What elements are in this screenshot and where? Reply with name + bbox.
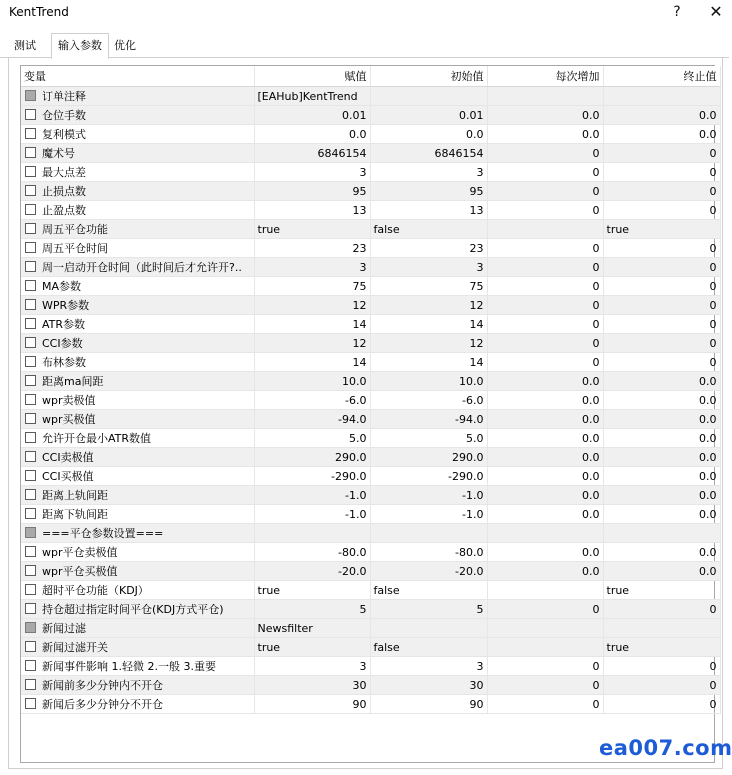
param-step-cell[interactable]: 0.0	[487, 467, 603, 486]
optimize-checkbox[interactable]	[25, 185, 36, 196]
param-step-cell[interactable]: 0.0	[487, 106, 603, 125]
param-value-cell[interactable]: -20.0	[254, 562, 370, 581]
param-name: wpr平仓买极值	[42, 565, 118, 578]
param-value-cell[interactable]: -290.0	[254, 467, 370, 486]
table-header-row	[21, 66, 720, 87]
input-params-panel	[8, 58, 723, 769]
optimize-checkbox[interactable]	[25, 603, 36, 614]
param-name-cell	[21, 87, 254, 106]
param-start-cell[interactable]	[370, 87, 487, 106]
optimize-checkbox[interactable]	[25, 451, 36, 462]
param-step-cell[interactable]: 0	[487, 144, 603, 163]
param-step-cell[interactable]: 0.0	[487, 429, 603, 448]
param-stop-cell[interactable]: 0	[603, 353, 720, 372]
param-name: 仓位手数	[42, 109, 86, 122]
param-name-cell	[21, 600, 254, 619]
table-row[interactable]	[21, 87, 720, 106]
param-start-cell[interactable]	[370, 524, 487, 543]
param-start-cell[interactable]: false	[370, 581, 487, 600]
param-start-cell[interactable]: -1.0	[370, 486, 487, 505]
optimize-checkbox[interactable]	[25, 375, 36, 386]
param-step-cell[interactable]	[487, 220, 603, 239]
param-name: 魔术号	[42, 147, 75, 160]
param-start-cell[interactable]: 12	[370, 334, 487, 353]
table-row[interactable]	[21, 125, 720, 144]
param-value-cell[interactable]: 10.0	[254, 372, 370, 391]
param-name: 止损点数	[42, 185, 86, 198]
table-row[interactable]	[21, 353, 720, 372]
optimize-checkbox[interactable]	[25, 261, 36, 272]
param-name: CCI参数	[42, 337, 83, 350]
table-row[interactable]	[21, 201, 720, 220]
table-row[interactable]	[21, 410, 720, 429]
param-stop-cell[interactable]: 0	[603, 239, 720, 258]
param-start-cell[interactable]: -290.0	[370, 467, 487, 486]
param-value-cell[interactable]: 13	[254, 201, 370, 220]
table-row[interactable]	[21, 315, 720, 334]
param-stop-cell[interactable]: 0.0	[603, 372, 720, 391]
param-name-cell	[21, 657, 254, 676]
table-row[interactable]	[21, 448, 720, 467]
param-name: 新闻事件影响 1.轻微 2.一般 3.重要	[42, 660, 216, 673]
param-name-cell	[21, 562, 254, 581]
optimize-checkbox[interactable]	[25, 337, 36, 348]
param-start-cell[interactable]: -80.0	[370, 543, 487, 562]
param-name-cell	[21, 638, 254, 657]
param-start-cell[interactable]: 5.0	[370, 429, 487, 448]
param-step-cell[interactable]: 0.0	[487, 448, 603, 467]
param-value-cell[interactable]: 290.0	[254, 448, 370, 467]
param-stop-cell[interactable]: 0.0	[603, 391, 720, 410]
param-stop-cell[interactable]: 0	[603, 163, 720, 182]
param-step-cell[interactable]: 0.0	[487, 125, 603, 144]
param-step-cell[interactable]: 0	[487, 676, 603, 695]
param-value-cell[interactable]: 5	[254, 600, 370, 619]
param-name-cell	[21, 543, 254, 562]
param-value-cell[interactable]: true	[254, 581, 370, 600]
param-start-cell[interactable]: -1.0	[370, 505, 487, 524]
param-start-cell[interactable]: false	[370, 220, 487, 239]
param-value-cell[interactable]: 12	[254, 334, 370, 353]
param-name-cell	[21, 106, 254, 125]
param-stop-cell[interactable]: true	[603, 581, 720, 600]
param-name-cell	[21, 201, 254, 220]
param-stop-cell[interactable]: 0.0	[603, 543, 720, 562]
table-row[interactable]	[21, 581, 720, 600]
param-stop-cell[interactable]: 0	[603, 334, 720, 353]
param-stop-cell[interactable]: 0	[603, 600, 720, 619]
param-step-cell[interactable]: 0.0	[487, 410, 603, 429]
param-value-cell[interactable]: 95	[254, 182, 370, 201]
table-row[interactable]	[21, 638, 720, 657]
param-stop-cell[interactable]: 0	[603, 296, 720, 315]
optimize-checkbox[interactable]	[25, 698, 36, 709]
optimize-checkbox[interactable]	[25, 147, 36, 158]
param-step-cell[interactable]: 0.0	[487, 562, 603, 581]
table-row[interactable]	[21, 562, 720, 581]
param-name-cell	[21, 372, 254, 391]
optimize-checkbox[interactable]	[25, 223, 36, 234]
param-value-cell[interactable]: Newsfilter	[254, 619, 370, 638]
param-stop-cell[interactable]: 0	[603, 657, 720, 676]
optimize-checkbox[interactable]	[25, 280, 36, 291]
param-stop-cell[interactable]: 0	[603, 676, 720, 695]
optimize-checkbox[interactable]	[25, 508, 36, 519]
param-stop-cell[interactable]: 0.0	[603, 429, 720, 448]
param-step-cell[interactable]: 0	[487, 201, 603, 220]
param-name-cell	[21, 695, 254, 714]
param-step-cell[interactable]: 0	[487, 315, 603, 334]
optimize-checkbox[interactable]	[25, 679, 36, 690]
param-name: CCI买极值	[42, 470, 94, 483]
param-value-cell[interactable]	[254, 524, 370, 543]
optimize-checkbox[interactable]	[25, 242, 36, 253]
param-start-cell[interactable]: false	[370, 638, 487, 657]
param-start-cell[interactable]: 0.01	[370, 106, 487, 125]
optimize-checkbox[interactable]	[25, 109, 36, 120]
param-value-cell[interactable]: 14	[254, 315, 370, 334]
param-name: 新闻后多少分钟分不开仓	[42, 698, 163, 711]
table-row[interactable]	[21, 600, 720, 619]
param-name: 新闻过滤开关	[42, 641, 108, 654]
param-start-cell[interactable]: 90	[370, 695, 487, 714]
param-step-cell[interactable]: 0.0	[487, 486, 603, 505]
param-start-cell[interactable]	[370, 619, 487, 638]
param-value-cell[interactable]: 75	[254, 277, 370, 296]
table-row[interactable]	[21, 220, 720, 239]
param-value-cell[interactable]: true	[254, 220, 370, 239]
param-start-cell[interactable]: 5	[370, 600, 487, 619]
param-stop-cell[interactable]: 0	[603, 695, 720, 714]
param-start-cell[interactable]: 0.0	[370, 125, 487, 144]
optimize-checkbox[interactable]	[25, 394, 36, 405]
param-name-cell	[21, 524, 254, 543]
param-stop-cell[interactable]: 0.0	[603, 448, 720, 467]
help-button[interactable]: ?	[673, 4, 681, 20]
param-value-cell[interactable]: 23	[254, 239, 370, 258]
param-name: ATR参数	[42, 318, 86, 331]
param-step-cell[interactable]: 0	[487, 353, 603, 372]
param-stop-cell[interactable]: 0.0	[603, 467, 720, 486]
optimize-checkbox[interactable]	[25, 128, 36, 139]
table-row[interactable]	[21, 258, 720, 277]
param-start-cell[interactable]: 14	[370, 315, 487, 334]
param-value-cell[interactable]: 0.0	[254, 125, 370, 144]
param-stop-cell[interactable]: 0.0	[603, 486, 720, 505]
param-value-cell[interactable]: -80.0	[254, 543, 370, 562]
param-stop-cell[interactable]: 0.0	[603, 410, 720, 429]
param-start-cell[interactable]: 23	[370, 239, 487, 258]
param-start-cell[interactable]: 290.0	[370, 448, 487, 467]
optimize-checkbox[interactable]	[25, 641, 36, 652]
param-stop-cell[interactable]: 0	[603, 201, 720, 220]
optimize-checkbox[interactable]	[25, 622, 36, 633]
optimize-checkbox[interactable]	[25, 527, 36, 538]
param-stop-cell[interactable]: 0.0	[603, 106, 720, 125]
param-start-cell[interactable]: 12	[370, 296, 487, 315]
param-stop-cell[interactable]: 0	[603, 258, 720, 277]
param-start-cell[interactable]: -94.0	[370, 410, 487, 429]
optimize-checkbox[interactable]	[25, 660, 36, 671]
tab-input-params[interactable]: 输入参数	[51, 33, 109, 59]
param-value-cell[interactable]: 30	[254, 676, 370, 695]
optimize-checkbox[interactable]	[25, 489, 36, 500]
param-name-cell	[21, 467, 254, 486]
table-row[interactable]	[21, 239, 720, 258]
param-name-cell	[21, 581, 254, 600]
header-start[interactable]: 初始值	[370, 66, 487, 87]
param-name: ===平仓参数设置===	[42, 527, 164, 540]
header-value[interactable]: 赋值	[254, 66, 370, 87]
param-name: MA参数	[42, 280, 82, 293]
table-row[interactable]	[21, 182, 720, 201]
param-start-cell[interactable]: 14	[370, 353, 487, 372]
params-table	[21, 66, 721, 714]
table-row[interactable]	[21, 391, 720, 410]
close-button[interactable]: ✕	[709, 2, 723, 21]
param-name-cell	[21, 144, 254, 163]
table-row[interactable]	[21, 524, 720, 543]
optimize-checkbox[interactable]	[25, 546, 36, 557]
optimize-checkbox[interactable]	[25, 299, 36, 310]
param-name: wpr买极值	[42, 413, 96, 426]
header-variable[interactable]: 变量	[21, 66, 254, 87]
param-name: WPR参数	[42, 299, 90, 312]
optimize-checkbox[interactable]	[25, 584, 36, 595]
table-row[interactable]	[21, 163, 720, 182]
param-step-cell[interactable]: 0	[487, 239, 603, 258]
param-value-cell[interactable]: 5.0	[254, 429, 370, 448]
param-start-cell[interactable]: 3	[370, 657, 487, 676]
table-row[interactable]	[21, 657, 720, 676]
title-bar	[0, 0, 729, 26]
param-value-cell[interactable]: 3	[254, 163, 370, 182]
param-name: 距离下轨间距	[42, 508, 108, 521]
table-row[interactable]	[21, 619, 720, 638]
param-start-cell[interactable]: 75	[370, 277, 487, 296]
param-start-cell[interactable]: 3	[370, 258, 487, 277]
param-name-cell	[21, 220, 254, 239]
header-step[interactable]: 每次增加	[487, 66, 603, 87]
param-step-cell[interactable]: 0	[487, 163, 603, 182]
param-name-cell	[21, 486, 254, 505]
table-row[interactable]	[21, 505, 720, 524]
param-name-cell	[21, 676, 254, 695]
param-step-cell[interactable]: 0.0	[487, 372, 603, 391]
table-row[interactable]	[21, 277, 720, 296]
param-start-cell[interactable]: 10.0	[370, 372, 487, 391]
param-name: wpr卖极值	[42, 394, 96, 407]
param-step-cell[interactable]: 0.0	[487, 391, 603, 410]
param-start-cell[interactable]: 3	[370, 163, 487, 182]
param-name: 止盈点数	[42, 204, 86, 217]
param-name-cell	[21, 277, 254, 296]
param-stop-cell[interactable]: true	[603, 220, 720, 239]
optimize-checkbox[interactable]	[25, 413, 36, 424]
param-step-cell[interactable]: 0	[487, 258, 603, 277]
optimize-checkbox[interactable]	[25, 166, 36, 177]
optimize-checkbox[interactable]	[25, 470, 36, 481]
params-grid[interactable]	[20, 65, 715, 763]
window-title: KentTrend	[9, 5, 69, 19]
param-value-cell[interactable]: -1.0	[254, 486, 370, 505]
table-row[interactable]	[21, 334, 720, 353]
table-row[interactable]	[21, 543, 720, 562]
param-name: 允许开仓最小ATR数值	[42, 432, 152, 445]
param-value-cell[interactable]: -1.0	[254, 505, 370, 524]
optimize-checkbox[interactable]	[25, 318, 36, 329]
param-value-cell[interactable]: 3	[254, 657, 370, 676]
param-value-cell[interactable]: 90	[254, 695, 370, 714]
param-value-cell[interactable]: -94.0	[254, 410, 370, 429]
table-row[interactable]	[21, 144, 720, 163]
param-name: 超时平仓功能（KDJ）	[42, 584, 149, 597]
param-step-cell[interactable]	[487, 581, 603, 600]
param-stop-cell[interactable]: 0	[603, 182, 720, 201]
param-stop-cell[interactable]: 0	[603, 277, 720, 296]
table-row[interactable]	[21, 372, 720, 391]
param-step-cell[interactable]: 0	[487, 695, 603, 714]
param-name-cell	[21, 182, 254, 201]
param-step-cell[interactable]: 0	[487, 182, 603, 201]
param-name-cell	[21, 448, 254, 467]
param-name: CCI卖极值	[42, 451, 94, 464]
param-name-cell	[21, 391, 254, 410]
param-stop-cell[interactable]	[603, 87, 720, 106]
param-name-cell	[21, 353, 254, 372]
param-step-cell[interactable]: 0.0	[487, 505, 603, 524]
param-name-cell	[21, 258, 254, 277]
tab-test[interactable]: 测试	[14, 39, 36, 52]
param-value-cell[interactable]: true	[254, 638, 370, 657]
param-step-cell[interactable]: 0	[487, 600, 603, 619]
param-value-cell[interactable]: 0.01	[254, 106, 370, 125]
param-name: 新闻过滤	[42, 622, 86, 635]
param-value-cell[interactable]: 14	[254, 353, 370, 372]
table-row[interactable]	[21, 106, 720, 125]
param-stop-cell[interactable]: 0	[603, 315, 720, 334]
param-start-cell[interactable]: -20.0	[370, 562, 487, 581]
param-name: 最大点差	[42, 166, 86, 179]
param-stop-cell[interactable]	[603, 524, 720, 543]
optimize-checkbox[interactable]	[25, 565, 36, 576]
param-value-cell[interactable]: 3	[254, 258, 370, 277]
param-name: 周一启动开仓时间（此时间后才允许开?..	[42, 261, 242, 274]
table-row[interactable]	[21, 429, 720, 448]
param-stop-cell[interactable]: 0.0	[603, 505, 720, 524]
param-name-cell	[21, 163, 254, 182]
param-name-cell	[21, 429, 254, 448]
param-name: 复利模式	[42, 128, 86, 141]
param-name: 布林参数	[42, 356, 86, 369]
param-start-cell[interactable]: 30	[370, 676, 487, 695]
param-value-cell[interactable]: -6.0	[254, 391, 370, 410]
param-value-cell[interactable]: [EAHub]KentTrend	[254, 87, 370, 106]
table-row[interactable]	[21, 695, 720, 714]
optimize-checkbox[interactable]	[25, 90, 36, 101]
param-start-cell[interactable]: -6.0	[370, 391, 487, 410]
param-step-cell[interactable]: 0	[487, 334, 603, 353]
param-name-cell	[21, 505, 254, 524]
table-row[interactable]	[21, 296, 720, 315]
param-step-cell[interactable]	[487, 619, 603, 638]
param-name: 新闻前多少分钟内不开仓	[42, 679, 163, 692]
param-step-cell[interactable]: 0	[487, 657, 603, 676]
param-name: 周五平仓功能	[42, 223, 108, 236]
param-name: 周五平仓时间	[42, 242, 108, 255]
param-start-cell[interactable]: 95	[370, 182, 487, 201]
param-step-cell[interactable]	[487, 87, 603, 106]
param-step-cell[interactable]: 0	[487, 277, 603, 296]
optimize-checkbox[interactable]	[25, 204, 36, 215]
param-start-cell[interactable]: 6846154	[370, 144, 487, 163]
param-stop-cell[interactable]: 0.0	[603, 562, 720, 581]
param-stop-cell[interactable]: 0.0	[603, 125, 720, 144]
param-name: 订单注释	[42, 90, 86, 103]
param-stop-cell[interactable]: 0	[603, 144, 720, 163]
param-name-cell	[21, 239, 254, 258]
optimize-checkbox[interactable]	[25, 432, 36, 443]
param-name: 持仓超过指定时间平仓(KDJ方式平仓)	[42, 603, 224, 616]
param-value-cell[interactable]: 6846154	[254, 144, 370, 163]
param-name-cell	[21, 410, 254, 429]
param-value-cell[interactable]: 12	[254, 296, 370, 315]
param-start-cell[interactable]: 13	[370, 201, 487, 220]
param-step-cell[interactable]	[487, 524, 603, 543]
param-stop-cell[interactable]	[603, 619, 720, 638]
param-name-cell	[21, 125, 254, 144]
param-name-cell	[21, 315, 254, 334]
tab-optimize[interactable]: 优化	[114, 39, 136, 52]
param-name-cell	[21, 334, 254, 353]
param-name: 距离ma间距	[42, 375, 104, 388]
table-row[interactable]	[21, 676, 720, 695]
param-step-cell[interactable]: 0	[487, 296, 603, 315]
param-stop-cell[interactable]: true	[603, 638, 720, 657]
param-name-cell	[21, 619, 254, 638]
watermark-logo: ea007.com	[599, 736, 732, 760]
table-row[interactable]	[21, 486, 720, 505]
header-stop[interactable]: 终止值	[603, 66, 720, 87]
param-name: 距离上轨间距	[42, 489, 108, 502]
param-name: wpr平仓卖极值	[42, 546, 118, 559]
table-row[interactable]	[21, 467, 720, 486]
param-name-cell	[21, 296, 254, 315]
param-step-cell[interactable]	[487, 638, 603, 657]
param-step-cell[interactable]: 0.0	[487, 543, 603, 562]
optimize-checkbox[interactable]	[25, 356, 36, 367]
